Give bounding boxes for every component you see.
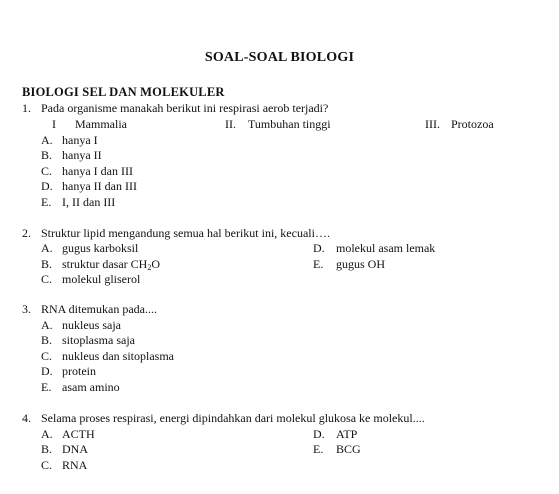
- option-letter: A.: [41, 318, 53, 332]
- statement-text: Protozoa: [451, 117, 494, 131]
- option-text: nukleus dan sitoplasma: [62, 349, 174, 363]
- option-letter: D.: [41, 364, 53, 378]
- option-letter: B.: [41, 148, 53, 162]
- option-letter: A.: [41, 241, 53, 255]
- option-text: gugus OH: [336, 257, 386, 271]
- option-text: protein: [62, 364, 96, 378]
- option-letter: B.: [41, 442, 53, 456]
- option-text: RNA: [62, 458, 88, 472]
- option-text: sitoplasma saja: [62, 333, 135, 347]
- formula-main: struktur dasar CH: [62, 257, 148, 271]
- option-letter: B.: [41, 333, 53, 347]
- option-text: ACTH: [62, 427, 95, 441]
- option-letter: C.: [41, 164, 53, 178]
- question-text: RNA ditemukan pada....: [41, 302, 157, 316]
- option-text: nukleus saja: [62, 318, 121, 332]
- option-letter: C.: [41, 349, 53, 363]
- option-text: molekul gliserol: [62, 272, 141, 286]
- statement-label: III.: [425, 117, 440, 131]
- question-text: Selama proses respirasi, energi dipindahkan dari molekul glukosa ke molekul....: [41, 411, 425, 425]
- option-letter: D.: [41, 179, 53, 193]
- formula-tail: O: [151, 257, 160, 271]
- question-number: 4.: [22, 411, 31, 425]
- question-number: 1.: [22, 101, 31, 115]
- option-letter: B.: [41, 257, 53, 271]
- option-text: BCG: [336, 442, 361, 456]
- option-text: hanya II dan III: [62, 179, 137, 193]
- page-title: SOAL-SOAL BIOLOGI: [204, 50, 355, 65]
- option-text: DNA: [62, 442, 88, 456]
- option-text: hanya I: [62, 133, 98, 147]
- option-letter: A.: [41, 427, 53, 441]
- question-number: 2.: [22, 226, 31, 240]
- option-letter: E.: [41, 380, 52, 394]
- formula-subscript: 2: [147, 263, 152, 272]
- option-text: hanya I dan III: [62, 164, 133, 178]
- statement-text: Mammalia: [75, 117, 127, 131]
- option-letter: D.: [313, 241, 325, 255]
- option-text: [62, 257, 160, 272]
- option-text: asam amino: [62, 380, 120, 394]
- option-letter: C.: [41, 272, 53, 286]
- question-text: Pada organisme manakah berikut ini respirasi aerob terjadi?: [41, 101, 329, 115]
- question-text: Struktur lipid mengandung semua hal berikut ini, kecuali….: [41, 226, 330, 240]
- question-number: 3.: [22, 302, 31, 316]
- statement-label: I: [52, 117, 56, 131]
- option-letter: D.: [313, 427, 325, 441]
- option-letter: E.: [41, 195, 52, 209]
- option-letter: E.: [313, 442, 324, 456]
- option-letter: C.: [41, 458, 53, 472]
- section-heading: BIOLOGI SEL DAN MOLEKULER: [22, 85, 225, 99]
- option-letter: E.: [313, 257, 324, 271]
- statement-text: Tumbuhan tinggi: [248, 117, 331, 131]
- option-text: hanya II: [62, 148, 102, 162]
- option-text: gugus karboksil: [62, 241, 139, 255]
- option-text: molekul asam lemak: [336, 241, 436, 255]
- statement-label: II.: [225, 117, 236, 131]
- option-text: ATP: [336, 427, 358, 441]
- option-letter: A.: [41, 133, 53, 147]
- option-text: I, II dan III: [62, 195, 116, 209]
